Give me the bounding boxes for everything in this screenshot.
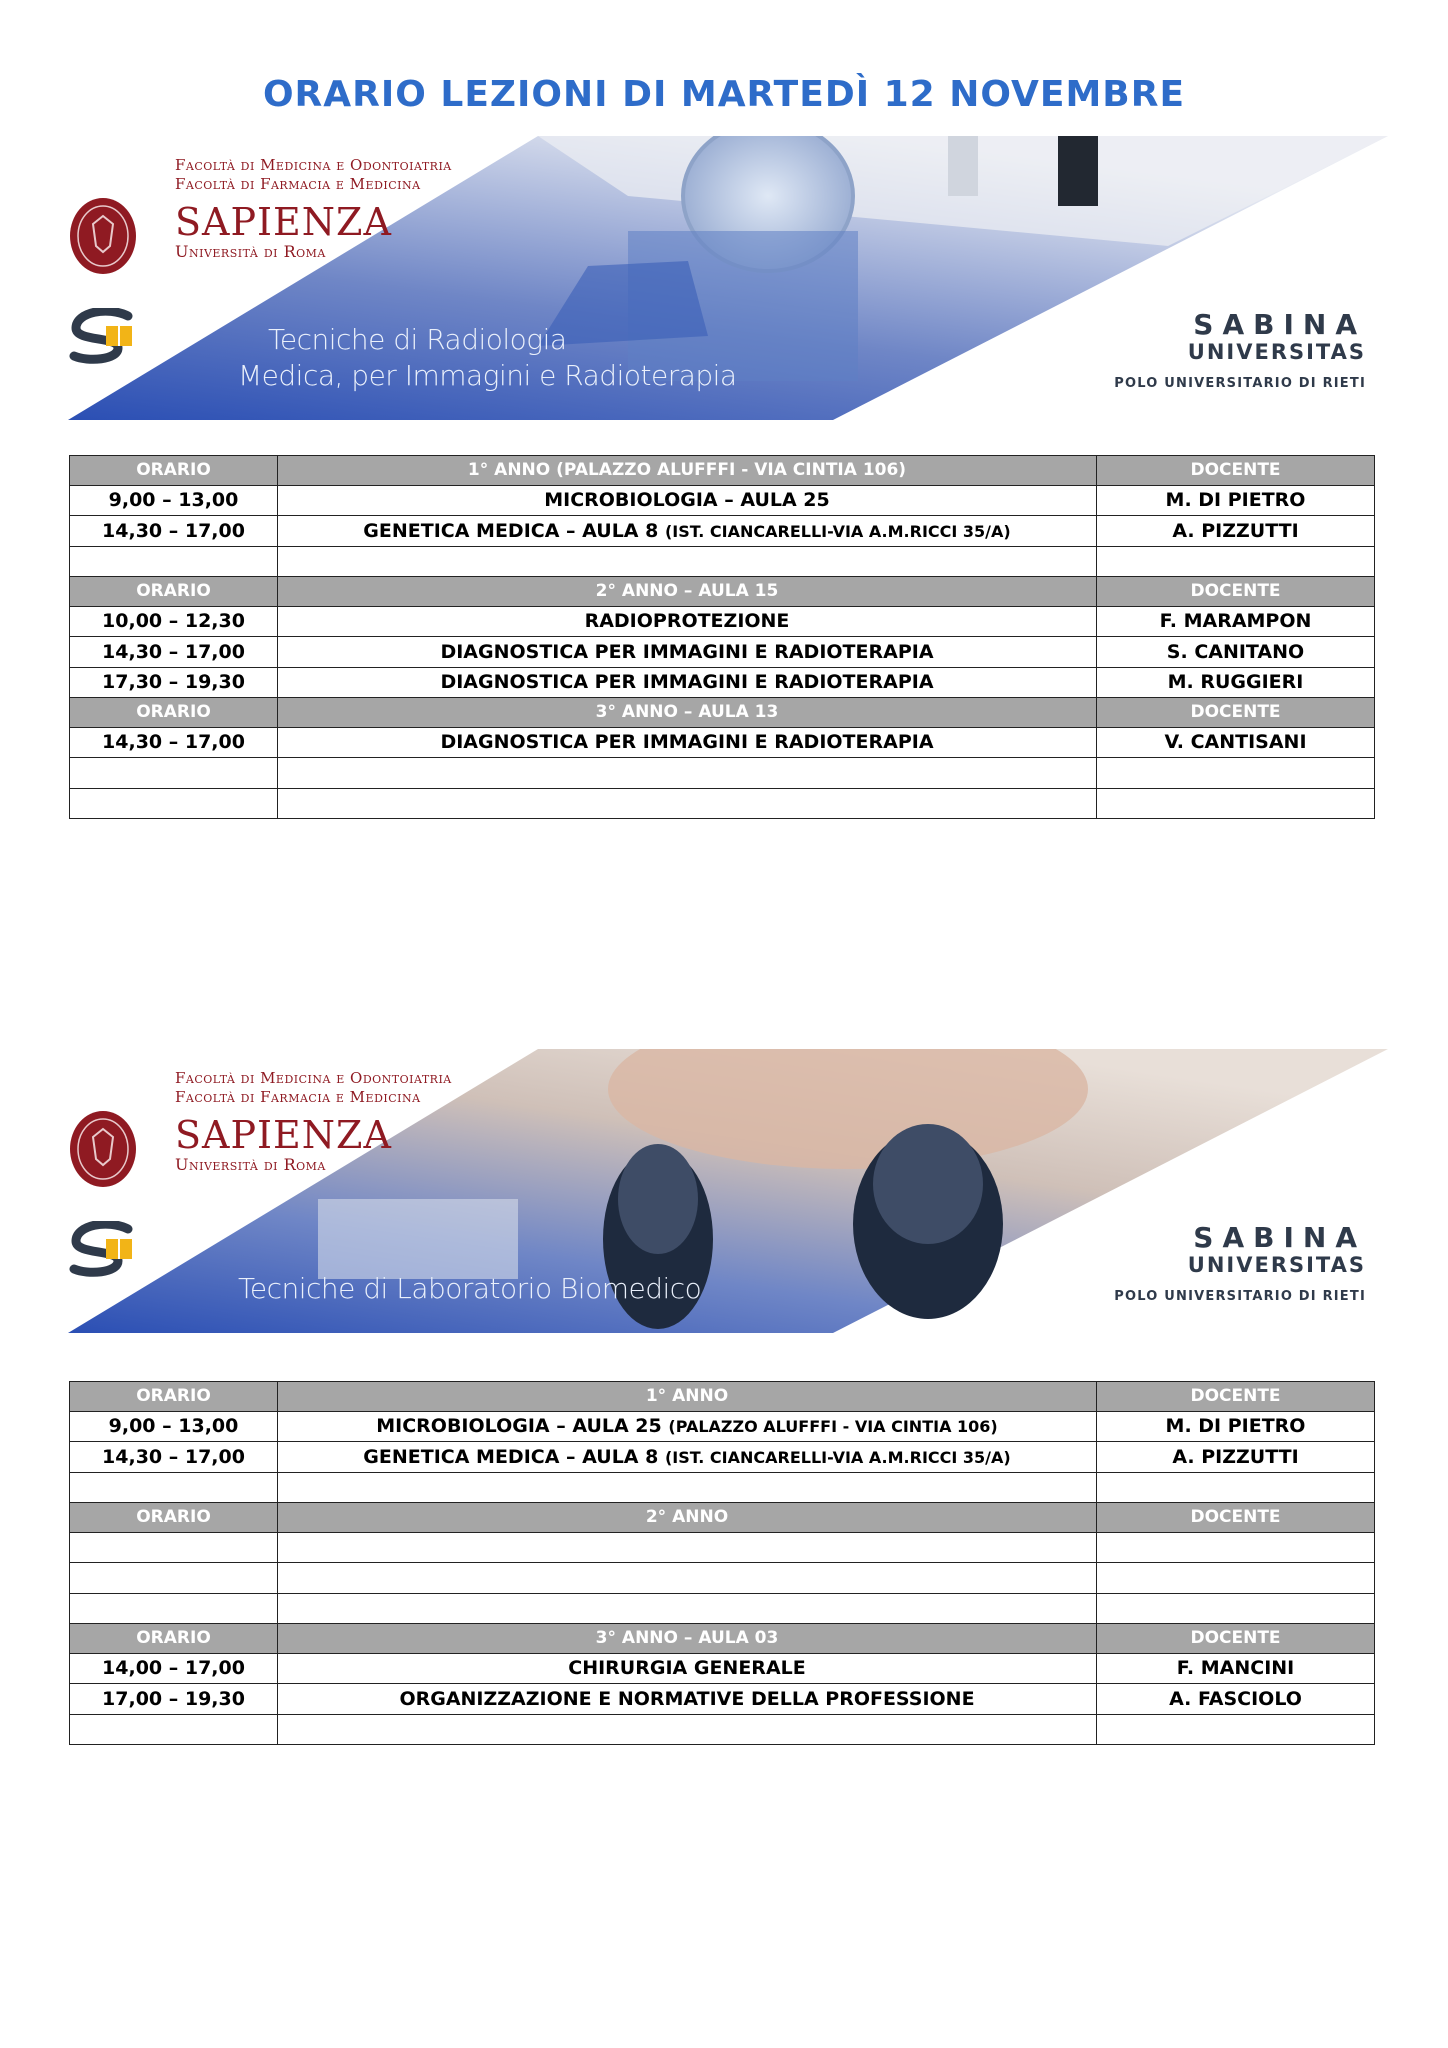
header-year: 3° ANNO – AULA 13 [278, 698, 1097, 728]
header-teacher: DOCENTE [1097, 1382, 1375, 1412]
time-cell: 14,30 – 17,00 [70, 727, 278, 758]
header-teacher: DOCENTE [1097, 577, 1375, 607]
subject-cell [278, 1411, 1097, 1442]
teacher-cell: M. DI PIETRO [1097, 1411, 1375, 1442]
teacher-cell: A. PIZZUTTI [1097, 1442, 1375, 1473]
header-year: 1° ANNO [278, 1382, 1097, 1412]
table-header-row [70, 1624, 1375, 1654]
teacher-cell: A. FASCIOLO [1097, 1684, 1375, 1715]
partner-polo: POLO UNIVERSITARIO DI RIETI [1114, 376, 1366, 391]
subject-cell: CHIRURGIA GENERALE [278, 1653, 1097, 1684]
header-year: 3° ANNO – AULA 03 [278, 1624, 1097, 1654]
sapienza-seal-icon [68, 1109, 138, 1189]
header-time: ORARIO [70, 577, 278, 607]
subject-cell: ORGANIZZAZIONE E NORMATIVE DELLA PROFESSIONE [278, 1684, 1097, 1715]
banner-radiologia [68, 136, 1388, 420]
partner-sub: UNIVERSITAS [1187, 340, 1366, 364]
teacher-cell: A. PIZZUTTI [1097, 516, 1375, 547]
header-time: ORARIO [70, 1382, 278, 1412]
table-row [70, 1411, 1375, 1442]
time-cell: 9,00 – 13,00 [70, 1411, 278, 1442]
header-year: 1° ANNO (PALAZZO ALUFFFI - VIA CINTIA 106) [278, 456, 1097, 486]
page-title: ORARIO LEZIONI DI MARTEDÌ 12 NOVEMBRE [262, 74, 1186, 115]
subject-cell [278, 516, 1097, 547]
table-row [70, 1653, 1375, 1684]
header-year: 2° ANNO [278, 1503, 1097, 1533]
schedule-table-radiologia [69, 455, 1375, 819]
subject-note: (IST. CIANCARELLI-VIA A.M.RICCI 35/A) [664, 1447, 1011, 1467]
university-sub: Università di Roma [175, 242, 326, 261]
table-row [70, 667, 1375, 698]
university-name: SAPIENZA [175, 1113, 392, 1157]
table-row-empty [70, 1532, 1375, 1563]
subject-cell: DIAGNOSTICA PER IMMAGINI E RADIOTERAPIA [278, 637, 1097, 668]
time-cell: 14,00 – 17,00 [70, 1653, 278, 1684]
header-time: ORARIO [70, 1624, 278, 1654]
subject-text: GENETICA MEDICA – AULA 8 [363, 519, 659, 542]
table-row [70, 606, 1375, 637]
subject-cell: DIAGNOSTICA PER IMMAGINI E RADIOTERAPIA [278, 667, 1097, 698]
header-teacher: DOCENTE [1097, 456, 1375, 486]
subject-cell: MICROBIOLOGIA – AULA 25 [278, 485, 1097, 516]
table-row [70, 1442, 1375, 1473]
subject-cell [278, 1442, 1097, 1473]
banner-laboratorio [68, 1049, 1388, 1333]
subject-text: GENETICA MEDICA – AULA 8 [363, 1445, 659, 1468]
time-cell: 14,30 – 17,00 [70, 637, 278, 668]
time-cell: 9,00 – 13,00 [70, 485, 278, 516]
teacher-cell: V. CANTISANI [1097, 727, 1375, 758]
partner-name: SABINA [1193, 308, 1366, 341]
table-row [70, 516, 1375, 547]
sabina-book-icon [68, 308, 148, 368]
table-row-empty [70, 1472, 1375, 1503]
teacher-cell: F. MANCINI [1097, 1653, 1375, 1684]
teacher-cell: M. DI PIETRO [1097, 485, 1375, 516]
university-name: SAPIENZA [175, 200, 392, 244]
time-cell: 14,30 – 17,00 [70, 1442, 278, 1473]
faculty-line-1: Facoltà di Medicina e Odontoiatria [175, 1069, 452, 1087]
teacher-cell: M. RUGGIERI [1097, 667, 1375, 698]
table-row-empty [70, 758, 1375, 789]
faculty-line-2: Facoltà di Farmacia e Medicina [175, 175, 421, 193]
partner-sub: UNIVERSITAS [1187, 1253, 1366, 1277]
time-cell: 14,30 – 17,00 [70, 516, 278, 547]
sapienza-seal-icon [68, 196, 138, 276]
table-row [70, 1684, 1375, 1715]
subject-text: MICROBIOLOGIA – AULA 25 [376, 1415, 662, 1438]
table-row-empty [70, 1714, 1375, 1745]
subject-cell: RADIOPROTEZIONE [278, 606, 1097, 637]
subject-note: (PALAZZO ALUFFFI - VIA CINTIA 106) [668, 1417, 998, 1437]
table-header-row [70, 1503, 1375, 1533]
table-header-row [70, 577, 1375, 607]
table-row-empty [70, 1593, 1375, 1624]
time-cell: 17,30 – 19,30 [70, 667, 278, 698]
header-teacher: DOCENTE [1097, 698, 1375, 728]
partner-polo: POLO UNIVERSITARIO DI RIETI [1114, 1289, 1366, 1304]
subject-cell: DIAGNOSTICA PER IMMAGINI E RADIOTERAPIA [278, 727, 1097, 758]
table-header-row [70, 698, 1375, 728]
table-row [70, 637, 1375, 668]
sabina-book-icon [68, 1221, 148, 1281]
header-year: 2° ANNO – AULA 15 [278, 577, 1097, 607]
faculty-line-1: Facoltà di Medicina e Odontoiatria [175, 156, 452, 174]
header-time: ORARIO [70, 1503, 278, 1533]
course-title-line-2: Medica, per Immagini e Radioterapia [238, 359, 737, 392]
table-header-row [70, 456, 1375, 486]
university-sub: Università di Roma [175, 1155, 326, 1174]
schedule-table-laboratorio [69, 1381, 1375, 1745]
table-header-row [70, 1382, 1375, 1412]
subject-note: (IST. CIANCARELLI-VIA A.M.RICCI 35/A) [664, 521, 1011, 541]
course-title-line-1: Tecniche di Radiologia [268, 323, 567, 356]
table-row-empty [70, 1563, 1375, 1594]
time-cell: 17,00 – 19,30 [70, 1684, 278, 1715]
partner-name: SABINA [1193, 1221, 1366, 1254]
header-teacher: DOCENTE [1097, 1503, 1375, 1533]
time-cell: 10,00 – 12,30 [70, 606, 278, 637]
table-row-empty [70, 546, 1375, 577]
header-time: ORARIO [70, 698, 278, 728]
table-row-empty [70, 788, 1375, 819]
course-title-line-1: Tecniche di Laboratorio Biomedico [238, 1272, 702, 1305]
header-teacher: DOCENTE [1097, 1624, 1375, 1654]
table-row [70, 485, 1375, 516]
teacher-cell: F. MARAMPON [1097, 606, 1375, 637]
header-time: ORARIO [70, 456, 278, 486]
teacher-cell: S. CANITANO [1097, 637, 1375, 668]
faculty-line-2: Facoltà di Farmacia e Medicina [175, 1088, 421, 1106]
table-row [70, 727, 1375, 758]
